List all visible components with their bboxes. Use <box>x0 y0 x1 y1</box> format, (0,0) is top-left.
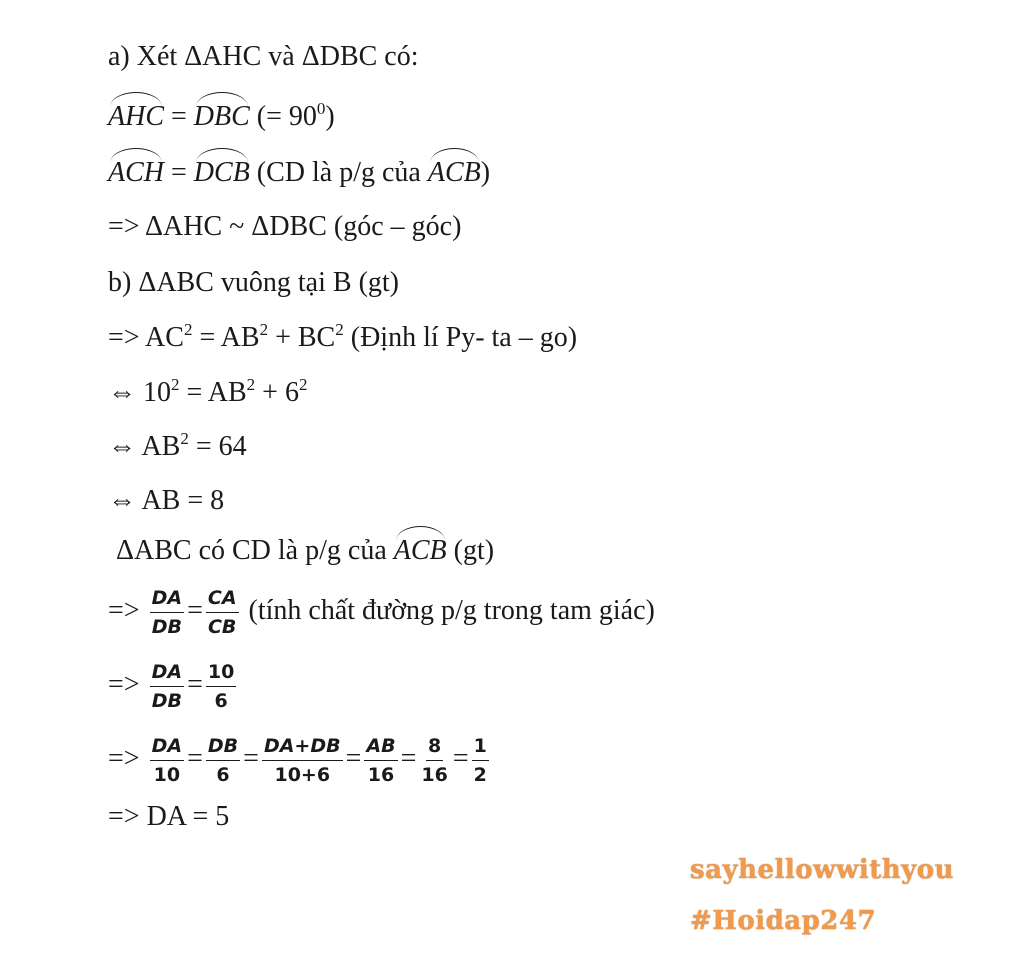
text-seg: => AC <box>108 322 184 353</box>
fraction-da-db <box>150 660 184 713</box>
note-close: ) <box>480 157 491 188</box>
fraction-db-6 <box>206 734 240 787</box>
numerator: 1 <box>472 734 489 761</box>
text-seg: ⇔ 10 <box>108 377 171 408</box>
exponent: 2 <box>259 320 269 339</box>
exponent: 2 <box>183 320 193 339</box>
exponent: 2 <box>171 375 180 394</box>
fraction-sum <box>262 734 343 787</box>
angle-ahc: AHC <box>108 96 164 134</box>
equals-sign: = <box>164 101 194 132</box>
fraction-10-6 <box>206 660 236 713</box>
angle-acb: ACB <box>394 530 447 568</box>
note-text: (= 90 <box>249 101 317 132</box>
numerator: DA <box>150 734 184 761</box>
text-seg: => <box>108 594 147 626</box>
line-angle-ahc-eq-dbc <box>108 96 335 134</box>
equals-sign: = <box>187 668 203 700</box>
text-seg: = 64 <box>188 431 247 462</box>
fraction-da-10 <box>150 734 184 787</box>
angle-acb: ACB <box>428 152 481 190</box>
fraction-8-16 <box>419 734 449 787</box>
numerator: 10 <box>206 660 236 687</box>
line-similar-triangles: => ΔAHC ~ ΔDBC (góc – góc) <box>108 211 462 242</box>
exponent: 2 <box>298 375 308 394</box>
note-text: (CD là p/g của <box>249 157 428 188</box>
numerator: DA <box>150 586 184 613</box>
text-seg: = AB <box>179 377 247 408</box>
line-da-result: => DA = 5 <box>108 801 230 832</box>
equals-sign: = <box>187 594 203 626</box>
equals-sign: = <box>400 742 417 774</box>
line-bisector-ratio <box>108 586 655 639</box>
text-seg: (Định lí Py- ta – go) <box>343 322 578 353</box>
numerator: DA <box>150 660 184 687</box>
exponent: 2 <box>335 320 344 339</box>
equals-sign: = <box>243 742 259 774</box>
line-ratio-values <box>108 660 239 713</box>
text-seg: ⇔ AB <box>108 431 181 462</box>
text-seg: (gt) <box>446 535 495 566</box>
text-seg: (tính chất đường p/g trong tam giác) <box>241 594 655 626</box>
fraction-ab-16 <box>364 734 397 787</box>
numerator: AB <box>364 734 397 761</box>
text-seg: ΔABC có CD là p/g của <box>116 535 394 566</box>
text-seg: + 6 <box>255 377 299 408</box>
line-pythagoras <box>108 321 577 355</box>
denominator: 10 <box>153 764 181 786</box>
fraction-1-2 <box>472 734 489 787</box>
equals-sign: = <box>345 742 362 774</box>
text-seg: = AB <box>192 322 260 353</box>
line-ab-value: ⇔ AB = 8 <box>108 485 225 516</box>
text-seg: + BC <box>268 322 336 353</box>
line-angle-ach-eq-dcb <box>108 152 490 190</box>
angle-dcb: DCB <box>194 152 250 190</box>
denominator: CB <box>207 616 237 638</box>
numerator: DB <box>206 734 240 761</box>
equals-sign: = <box>164 157 194 188</box>
watermark-hashtag: #Hoidap247 <box>690 906 877 936</box>
numerator: CA <box>206 586 239 613</box>
text-seg: => <box>108 742 147 774</box>
exponent: 2 <box>246 375 256 394</box>
denominator: 16 <box>421 764 448 786</box>
line-bisector-given <box>116 530 494 568</box>
numerator: 8 <box>426 734 443 761</box>
angle-dbc: DBC <box>194 96 250 134</box>
line-substitute-values <box>108 376 307 410</box>
watermark-username: sayhellowwithyou <box>690 855 955 885</box>
equals-sign: = <box>452 742 469 774</box>
line-part-b-intro: b) ΔABC vuông tại B (gt) <box>108 267 399 298</box>
numerator: DA+DB <box>262 734 343 761</box>
denominator: 2 <box>473 764 487 786</box>
denominator: 6 <box>214 690 228 712</box>
line-part-a-intro: a) Xét ΔAHC và ΔDBC có: <box>108 41 419 72</box>
text-seg: => <box>108 668 147 700</box>
denominator: 10+6 <box>274 764 331 786</box>
fraction-da-db <box>150 586 184 639</box>
denominator: 16 <box>367 764 395 786</box>
equals-sign: = <box>187 742 203 774</box>
exponent: 2 <box>180 429 189 448</box>
note-close: ) <box>325 101 335 132</box>
denominator: DB <box>151 616 182 638</box>
line-ab-squared <box>108 430 247 464</box>
degree-superscript: 0 <box>316 99 326 118</box>
denominator: DB <box>151 690 182 712</box>
fraction-ca-cb <box>206 586 239 639</box>
angle-ach: ACH <box>108 152 164 190</box>
line-ratio-chain <box>108 734 492 787</box>
denominator: 6 <box>216 764 230 786</box>
